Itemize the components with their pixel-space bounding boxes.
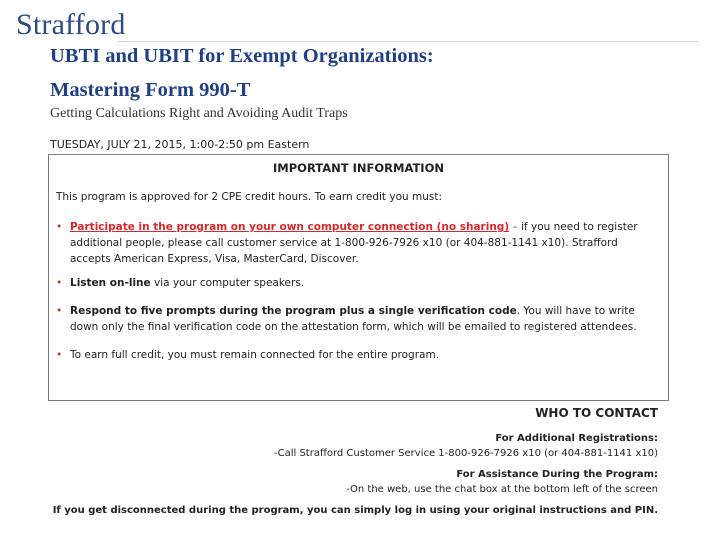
assistance-text: -On the web, use the chat box at the bottom left of the screen: [346, 484, 658, 495]
header-divider: [118, 41, 698, 42]
strafford-logo: Strafford: [16, 8, 126, 41]
registration-instructions: if you need to register additional people, please call customer service at 1-800-926-7926 x10 (or 404-881-1141 x10). Strafford accepts American Express, Visa, MasterCard, Discover.: [70, 221, 638, 265]
who-to-contact-heading: WHO TO CONTACT: [535, 406, 658, 420]
bullet-icon: •: [56, 349, 63, 361]
bullet-dash: –: [509, 221, 522, 233]
disconnect-notice: If you get disconnected during the program, you can simply log in using your original instructions and PIN.: [52, 505, 658, 516]
list-item: [56, 275, 646, 291]
page-title-line2: Mastering Form 990-T: [50, 79, 251, 101]
registration-label: For Additional Registrations:: [495, 433, 658, 444]
prompts-text: . You will have to write down only the final verification code on the attestation form, which will be emailed to registered attendees.: [70, 305, 637, 333]
listen-online-text: via your computer speakers.: [150, 277, 305, 289]
assistance-label: For Assistance During the Program:: [456, 469, 658, 480]
list-item: [56, 303, 646, 335]
bullet-icon: •: [56, 221, 63, 233]
page-subtitle: Getting Calculations Right and Avoiding Audit Traps: [50, 106, 348, 121]
important-information-box: [48, 154, 669, 401]
prompts-label: Respond to five prompts during the program plus a single verification code: [70, 305, 517, 317]
bullet-icon: •: [56, 277, 63, 289]
bullet-icon: •: [56, 305, 63, 317]
list-item: [56, 219, 646, 267]
important-information-heading: IMPORTANT INFORMATION: [273, 161, 444, 175]
page-title-line1: UBTI and UBIT for Exempt Organizations:: [50, 45, 434, 67]
cpe-credit-intro: This program is approved for 2 CPE credit hours. To earn credit you must:: [56, 191, 443, 203]
full-credit-text: To earn full credit, you must remain connected for the entire program.: [70, 349, 440, 361]
listen-online-label: Listen on-line: [70, 277, 151, 289]
own-connection-link[interactable]: Participate in the program on your own computer connection (no sharing): [70, 221, 510, 233]
list-item: [56, 347, 646, 363]
registration-phone-text: -Call Strafford Customer Service 1-800-926-7926 x10 (or 404-881-1141 x10): [273, 448, 658, 459]
program-date: TUESDAY, JULY 21, 2015, 1:00-2:50 pm Eastern: [50, 138, 310, 151]
